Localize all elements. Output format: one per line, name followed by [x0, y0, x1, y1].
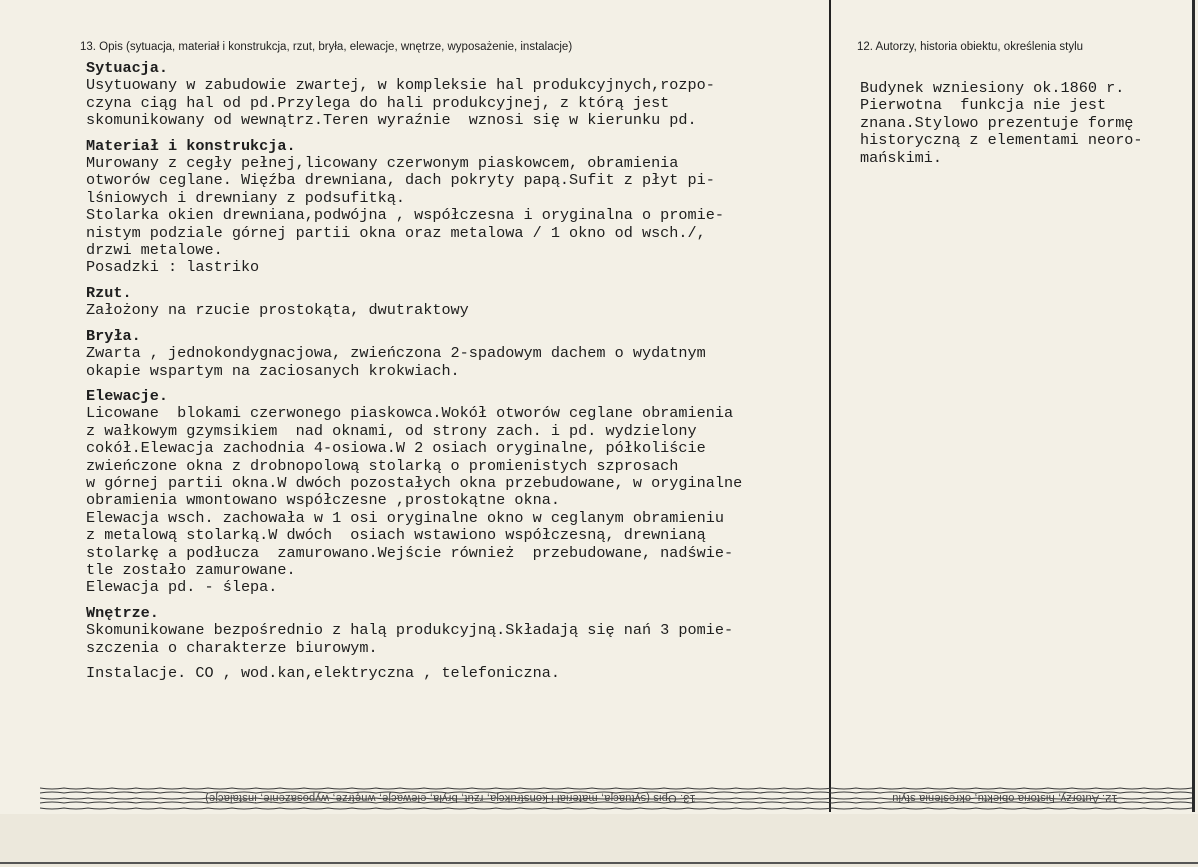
text-line: Skomunikowane bezpośrednio z halą produkcyjną.Składają się nań 3 pomie- [86, 621, 734, 640]
mirrored-history-header: 12. Autorzy, historia obiektu, określenia stylu [892, 792, 1118, 804]
text-line: Budynek wzniesiony ok.1860 r. [860, 79, 1125, 97]
text-line: cokół.Elewacja zachodnia 4-osiowa.W 2 osiach oryginalne, półkoliście [86, 439, 706, 458]
text-line: szczenia o charakterze biurowym. [86, 638, 378, 657]
section [86, 285, 831, 320]
section [86, 328, 831, 380]
section [86, 665, 831, 682]
bottom-rule [0, 862, 1198, 864]
mirrored-description-header: 13. Opis (sytuacja, materiał i konstrukcja, rzut, bryła, elewacje, wnętrze, wyposażenie, instalacje) [205, 792, 696, 804]
description-header: 13. Opis (sytuacja, materiał i konstrukcja, rzut, bryła, elewacje, wnętrze, wyposażenie, instalacje) [80, 41, 573, 53]
text-line: zwieńczone okna z drobnopolową stolarką o promienistych szprosach [86, 456, 679, 475]
text-line: obramienia wmontowano współczesne ,prostokątne okna. [86, 491, 560, 510]
text-line: znana.Stylowo prezentuje formę [860, 113, 1134, 132]
text-line: Założony na rzucie prostokąta, dwutraktowy [86, 301, 469, 320]
lower-margin [0, 814, 1198, 867]
section [86, 605, 831, 657]
description-text [86, 60, 831, 690]
text-line: Zwarta , jednokondygnacjowa, zwieńczona 2-spadowym dachem o wydatnym [86, 344, 706, 363]
section-heading: Elewacje. [86, 386, 169, 405]
text-line: Stolarka okien drewniana,podwójna , współczesna i oryginalna o promie- [86, 206, 724, 225]
text-line: Pierwotna funkcja nie jest [860, 96, 1107, 115]
wave-line [40, 788, 1192, 789]
history-text [860, 80, 1190, 167]
text-line: stolarkę a podłucza zamurowano.Wejście również przebudowane, nadświe- [86, 543, 734, 562]
section-heading: Rzut. [86, 283, 132, 302]
section [86, 60, 831, 130]
text-line: drzwi metalowe. [86, 241, 223, 260]
text-line: mańskimi. [860, 148, 943, 167]
text-line: Usytuowany w zabudowie zwartej, w kompleksie hal produkcyjnych,rozpo- [86, 76, 715, 95]
text-line: Posadzki : lastriko [86, 258, 260, 277]
text-line: Licowane blokami czerwonego piaskowca.Wokół otworów ceglane obramienia [86, 404, 734, 423]
text-line: z metalową stolarką.W dwóch osiach wstawiono współczesną, drewnianą [86, 526, 706, 545]
text-line: Murowany z cegły pełnej,licowany czerwonym piaskowcem, obramienia [86, 154, 679, 173]
text-line: skomunikowany od wewnątrz.Teren wyraźnie wznosi się w kierunku pd. [86, 111, 697, 130]
text-line: Instalacje. CO , wod.kan,elektryczna , telefoniczna. [86, 664, 560, 682]
text-line: czyna ciąg hal od pd.Przylega do hali produkcyjnej, z którą jest [86, 93, 670, 112]
text-line: lśniowych i drewniany z podsufitką. [86, 188, 405, 207]
text-line: tle zostało zamurowane. [86, 560, 296, 579]
text-line: historyczną z elementami neoro- [860, 131, 1143, 150]
section-heading: Materiał i konstrukcja. [86, 136, 296, 155]
text-line: w górnej partii okna.W dwóch pozostałych okna przebudowane, w oryginalne [86, 473, 743, 492]
section [86, 138, 831, 277]
section-heading: Wnętrze. [86, 603, 159, 622]
text-line: Elewacja pd. - ślepa. [86, 578, 278, 597]
text-line: okapie wspartym na zaciosanych krokwiach. [86, 361, 460, 380]
section-heading: Sytuacja. [86, 59, 169, 77]
text-line: z wałkowym gzymsikiem nad oknami, od strony zach. i pd. wydzielony [86, 421, 697, 440]
text-line: Elewacja wsch. zachowała w 1 osi oryginalne okno w ceglanym obramieniu [86, 508, 724, 527]
wave-line [40, 808, 1192, 809]
history-header: 12. Autorzy, historia obiektu, określenia stylu [857, 41, 1084, 53]
section [86, 388, 831, 597]
text-line: otworów ceglane. Więźba drewniana, dach pokryty papą.Sufit z płyt pi- [86, 171, 715, 190]
section-heading: Bryła. [86, 326, 141, 345]
text-line: nistym podziale górnej partii okna oraz metalowa / 1 okno od wsch./, [86, 223, 706, 242]
card-right-edge [1192, 0, 1195, 812]
